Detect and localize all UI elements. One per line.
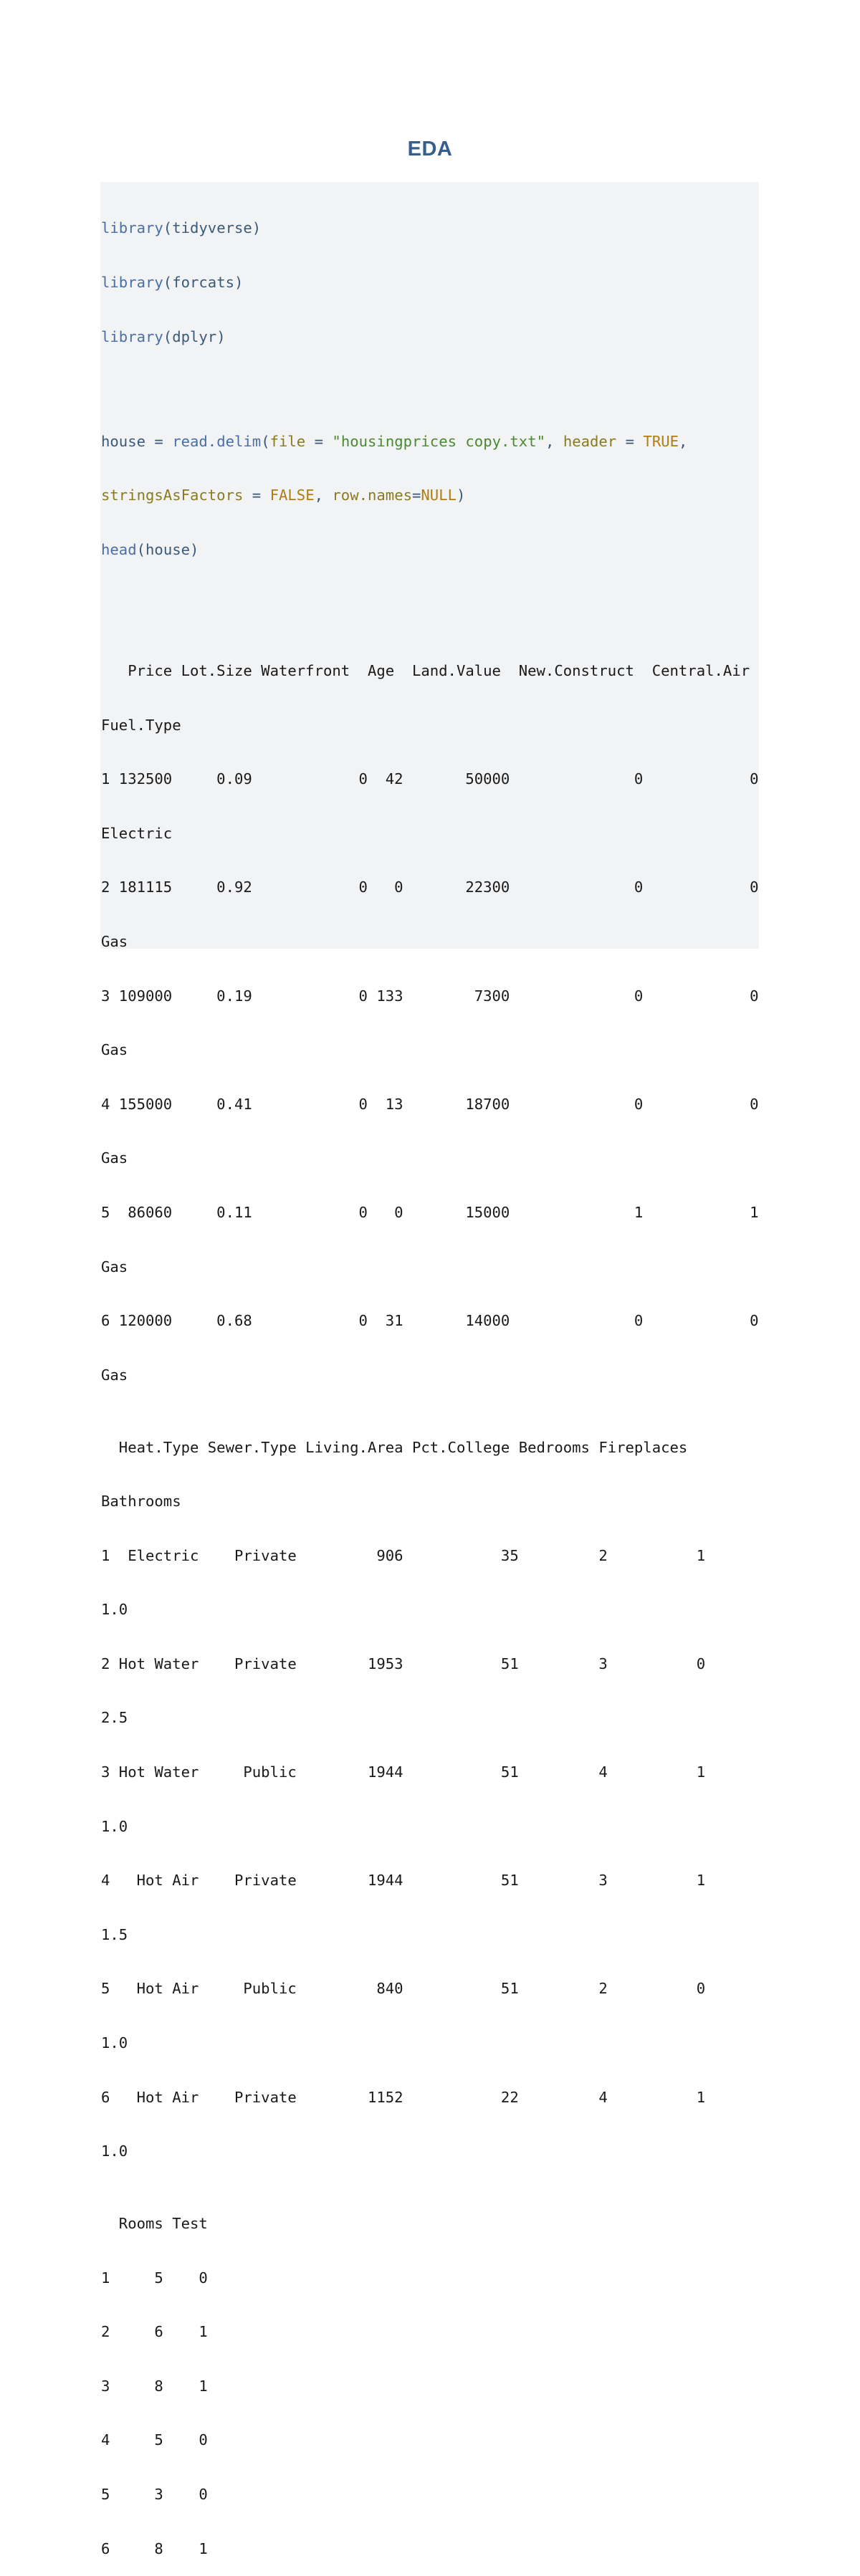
output-row: 5 Hot Air Public 840 51 2 0 [101,1980,706,1998]
output-row: 6 8 1 [101,2539,208,2557]
output-row: 1 Electric Private 906 35 2 1 [101,1546,706,1564]
code-line-read-delim-cont: stringsAsFactors = FALSE, row.names=NULL) [101,487,466,504]
output-row: 4 Hot Air Private 1944 51 3 1 [101,1872,706,1890]
code-line-read-delim: house = read.delim(file = "housingprices copy.txt", header = TRUE, [101,432,688,450]
output-row: 2 181115 0.92 0 0 22300 0 0 [101,878,759,896]
page-title: EDA [407,138,453,161]
output-header-2a: Heat.Type Sewer.Type Living.Area Pct.College Bedrooms Fireplaces [101,1438,688,1456]
output-row-wrap: Gas [101,1041,128,1059]
code-line-library-2: library(forcats) [101,274,244,291]
code-line-library-3: library(dplyr) [101,327,226,345]
code-content [101,183,759,2576]
output-header-3: Rooms Test [101,2215,208,2233]
output-row: 6 120000 0.68 0 31 14000 0 0 [101,1312,759,1330]
output-row-wrap: 1.0 [101,1817,128,1835]
output-row: 4 155000 0.41 0 13 18700 0 0 [101,1095,759,1113]
output-row-wrap: Gas [101,1258,128,1275]
output-row: 1 132500 0.09 0 42 50000 0 0 [101,770,759,788]
output-header-2b: Bathrooms [101,1493,181,1510]
output-row: 2 6 1 [101,2323,208,2341]
output-row: 4 5 0 [101,2431,208,2449]
output-header-1b: Fuel.Type [101,716,181,734]
output-row-wrap: 1.0 [101,2142,128,2160]
output-row-wrap: 1.0 [101,2034,128,2052]
output-row-wrap: Gas [101,1149,128,1167]
output-header-1a: Price Lot.Size Waterfront Age Land.Value New.Construct Central.Air [101,661,750,679]
output-row-wrap: 1.0 [101,1601,128,1619]
output-row: 3 8 1 [101,2377,208,2395]
output-row-wrap: 2.5 [101,1709,128,1727]
code-line-head: head(house) [101,540,199,558]
output-row: 5 3 0 [101,2485,208,2503]
code-line-library-1: library(tidyverse) [101,219,262,237]
output-row: 2 Hot Water Private 1953 51 3 0 [101,1655,706,1672]
output-row: 6 Hot Air Private 1152 22 4 1 [101,2088,706,2106]
blank-line [101,382,759,396]
output-row: 3 109000 0.19 0 133 7300 0 0 [101,987,759,1005]
output-row: 3 Hot Water Public 1944 51 4 1 [101,1763,706,1781]
output-row: 1 5 0 [101,2269,208,2287]
blank-line [101,595,759,608]
output-row-wrap: 1.5 [101,1925,128,1943]
output-row: 5 86060 0.11 0 0 15000 1 1 [101,1203,759,1221]
output-row-wrap: Gas [101,1366,128,1384]
output-row-wrap: Gas [101,932,128,950]
output-row-wrap: Electric [101,824,173,842]
